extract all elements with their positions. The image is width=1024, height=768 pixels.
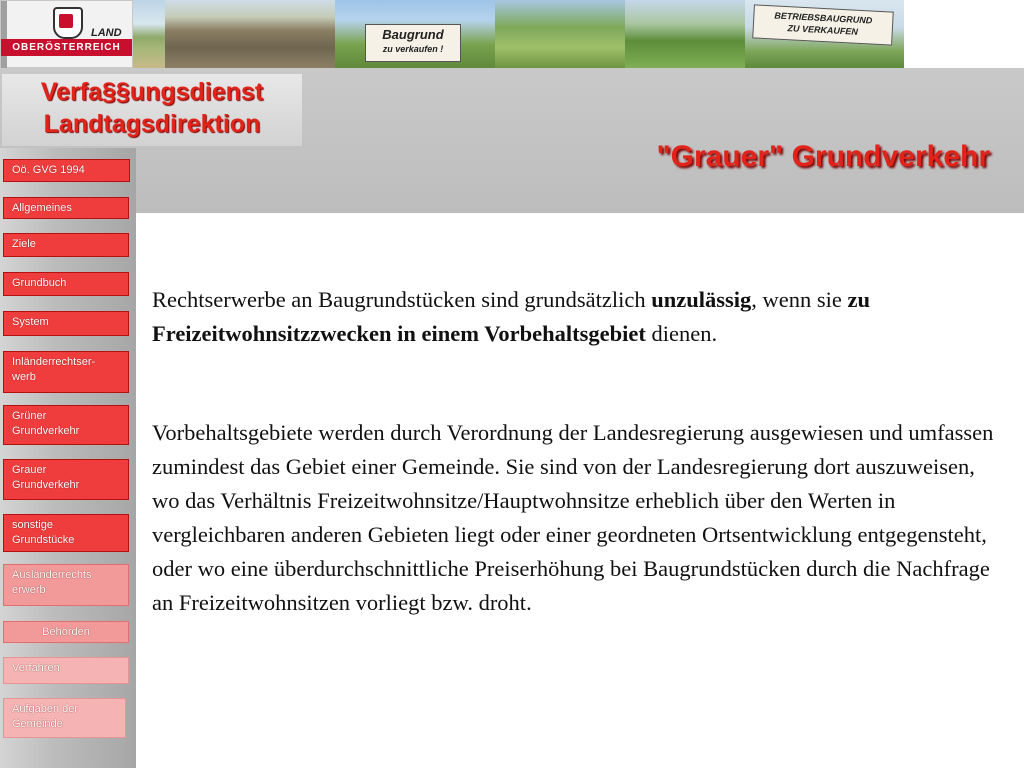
department-title-line1: Verfa§§ungsdienst xyxy=(40,78,264,106)
nav-sonstige-grundstuecke[interactable] xyxy=(3,514,129,552)
nav-aufgaben-der-gemeinde[interactable] xyxy=(3,698,126,738)
photo-trees-tractor xyxy=(625,0,745,68)
nav-inlaenderrechtserwerb[interactable] xyxy=(3,351,129,393)
nav-label-line1: Inländerrechtser- xyxy=(12,356,96,368)
paragraph-rechtserwerbe xyxy=(152,283,1002,351)
land-oberoesterreich-logo xyxy=(0,0,133,68)
nav-label-line1: sonstige xyxy=(12,519,53,531)
nav-label-line2: Gemeinde xyxy=(12,718,63,730)
coat-of-arms-icon xyxy=(53,7,83,39)
nav-oo-gvg-1994[interactable] xyxy=(3,159,130,182)
nav-grauer-grundverkehr[interactable] xyxy=(3,459,129,500)
nav-label-line2: erwerb xyxy=(12,584,46,596)
betriebsbaugrund-sign xyxy=(752,4,894,45)
nav-label-line1: Ausländerrechts xyxy=(12,569,92,581)
nav-label: Oö. GVG 1994 xyxy=(12,164,85,176)
p1-text-1: Rechtserwerbe an Baugrundstücken sind grundsätzlich xyxy=(152,287,652,312)
nav-label: Ziele xyxy=(12,238,36,250)
p1-text-3: dienen. xyxy=(645,321,718,346)
nav-gruener-grundverkehr[interactable] xyxy=(3,405,129,445)
logo-edge xyxy=(1,1,7,68)
nav-system[interactable] xyxy=(3,311,129,336)
nav-label: Allgemeines xyxy=(12,202,72,214)
p1-bold-freizeitwohnsitz: zu Freizeitwohnsitzzwecken in einem Vorbehaltsgebiet xyxy=(152,287,871,346)
nav-label-line2: werb xyxy=(12,371,36,383)
nav-grundbuch[interactable] xyxy=(3,272,129,296)
logo-land-text: LAND xyxy=(91,27,122,39)
nav-label-line2: Grundverkehr xyxy=(12,425,80,437)
department-title-box xyxy=(2,74,302,146)
paragraph-vorbehaltsgebiete: Vorbehaltsgebiete werden durch Verordnung der Landesregierung ausgewiesen und umfassen zumindest das Gebiet einer Gemeinde. Sie sind von der Landesregierung dort auszuweisen, wo das Verhältnis Freizeitwohnsitze/Hauptwohnsitze erheblich über den Werten in vergleichbaren anderen Gebieten liegt oder einer geordneten Ortsentwicklung entgegensteht, oder wo eine überdurchschnittliche Preiserhöhung bei Baugrundstücken durch die Nachfrage an Freizeitwohnsitzen vorliegt bzw. droht. xyxy=(152,420,994,615)
nav-allgemeines[interactable] xyxy=(3,197,129,219)
nav-label-line1: Grüner xyxy=(12,410,47,422)
nav-auslaenderrechtserwerb[interactable] xyxy=(3,564,129,606)
nav-label-line1: Aufgaben der xyxy=(12,703,79,715)
photo-tractor-field xyxy=(165,0,335,68)
baugrund-sign xyxy=(365,24,461,62)
photo-village-road xyxy=(495,0,625,68)
page-title: "Grauer" Grundverkehr xyxy=(656,140,990,173)
betrieb-sign-line1: BETRIEBSBAUGRUND xyxy=(774,10,873,26)
nav-label-line2: Grundverkehr xyxy=(12,479,80,491)
nav-ziele[interactable] xyxy=(3,233,129,257)
baugrund-sign-line1: Baugrund xyxy=(382,27,444,42)
betrieb-sign-line2: ZU VERKAUFEN xyxy=(787,23,859,37)
baugrund-sign-line2: zu verkaufen ! xyxy=(382,44,444,54)
p1-text-2: , wenn sie xyxy=(751,287,848,312)
nav-label: Grundbuch xyxy=(12,277,67,289)
nav-behoerden[interactable] xyxy=(3,621,129,643)
photo-landscape-logo xyxy=(0,0,165,68)
photo-betriebsbaugrund-sign xyxy=(745,0,904,68)
nav-label: Verfahren xyxy=(12,662,60,674)
logo-region-text: OBERÖSTERREICH xyxy=(1,39,132,56)
nav-label-line1: Grauer xyxy=(12,464,47,476)
p1-bold-unzulaessig: unzulässig xyxy=(651,287,752,312)
nav-label: System xyxy=(12,316,49,328)
nav-verfahren[interactable] xyxy=(3,657,129,684)
photo-baugrund-sign xyxy=(335,0,495,68)
header-photo-strip xyxy=(0,0,1024,68)
nav-label: Behörden xyxy=(42,626,90,638)
nav-label-line2: Grundstücke xyxy=(12,534,75,546)
department-title-line2: Landtagsdirektion xyxy=(43,110,261,138)
